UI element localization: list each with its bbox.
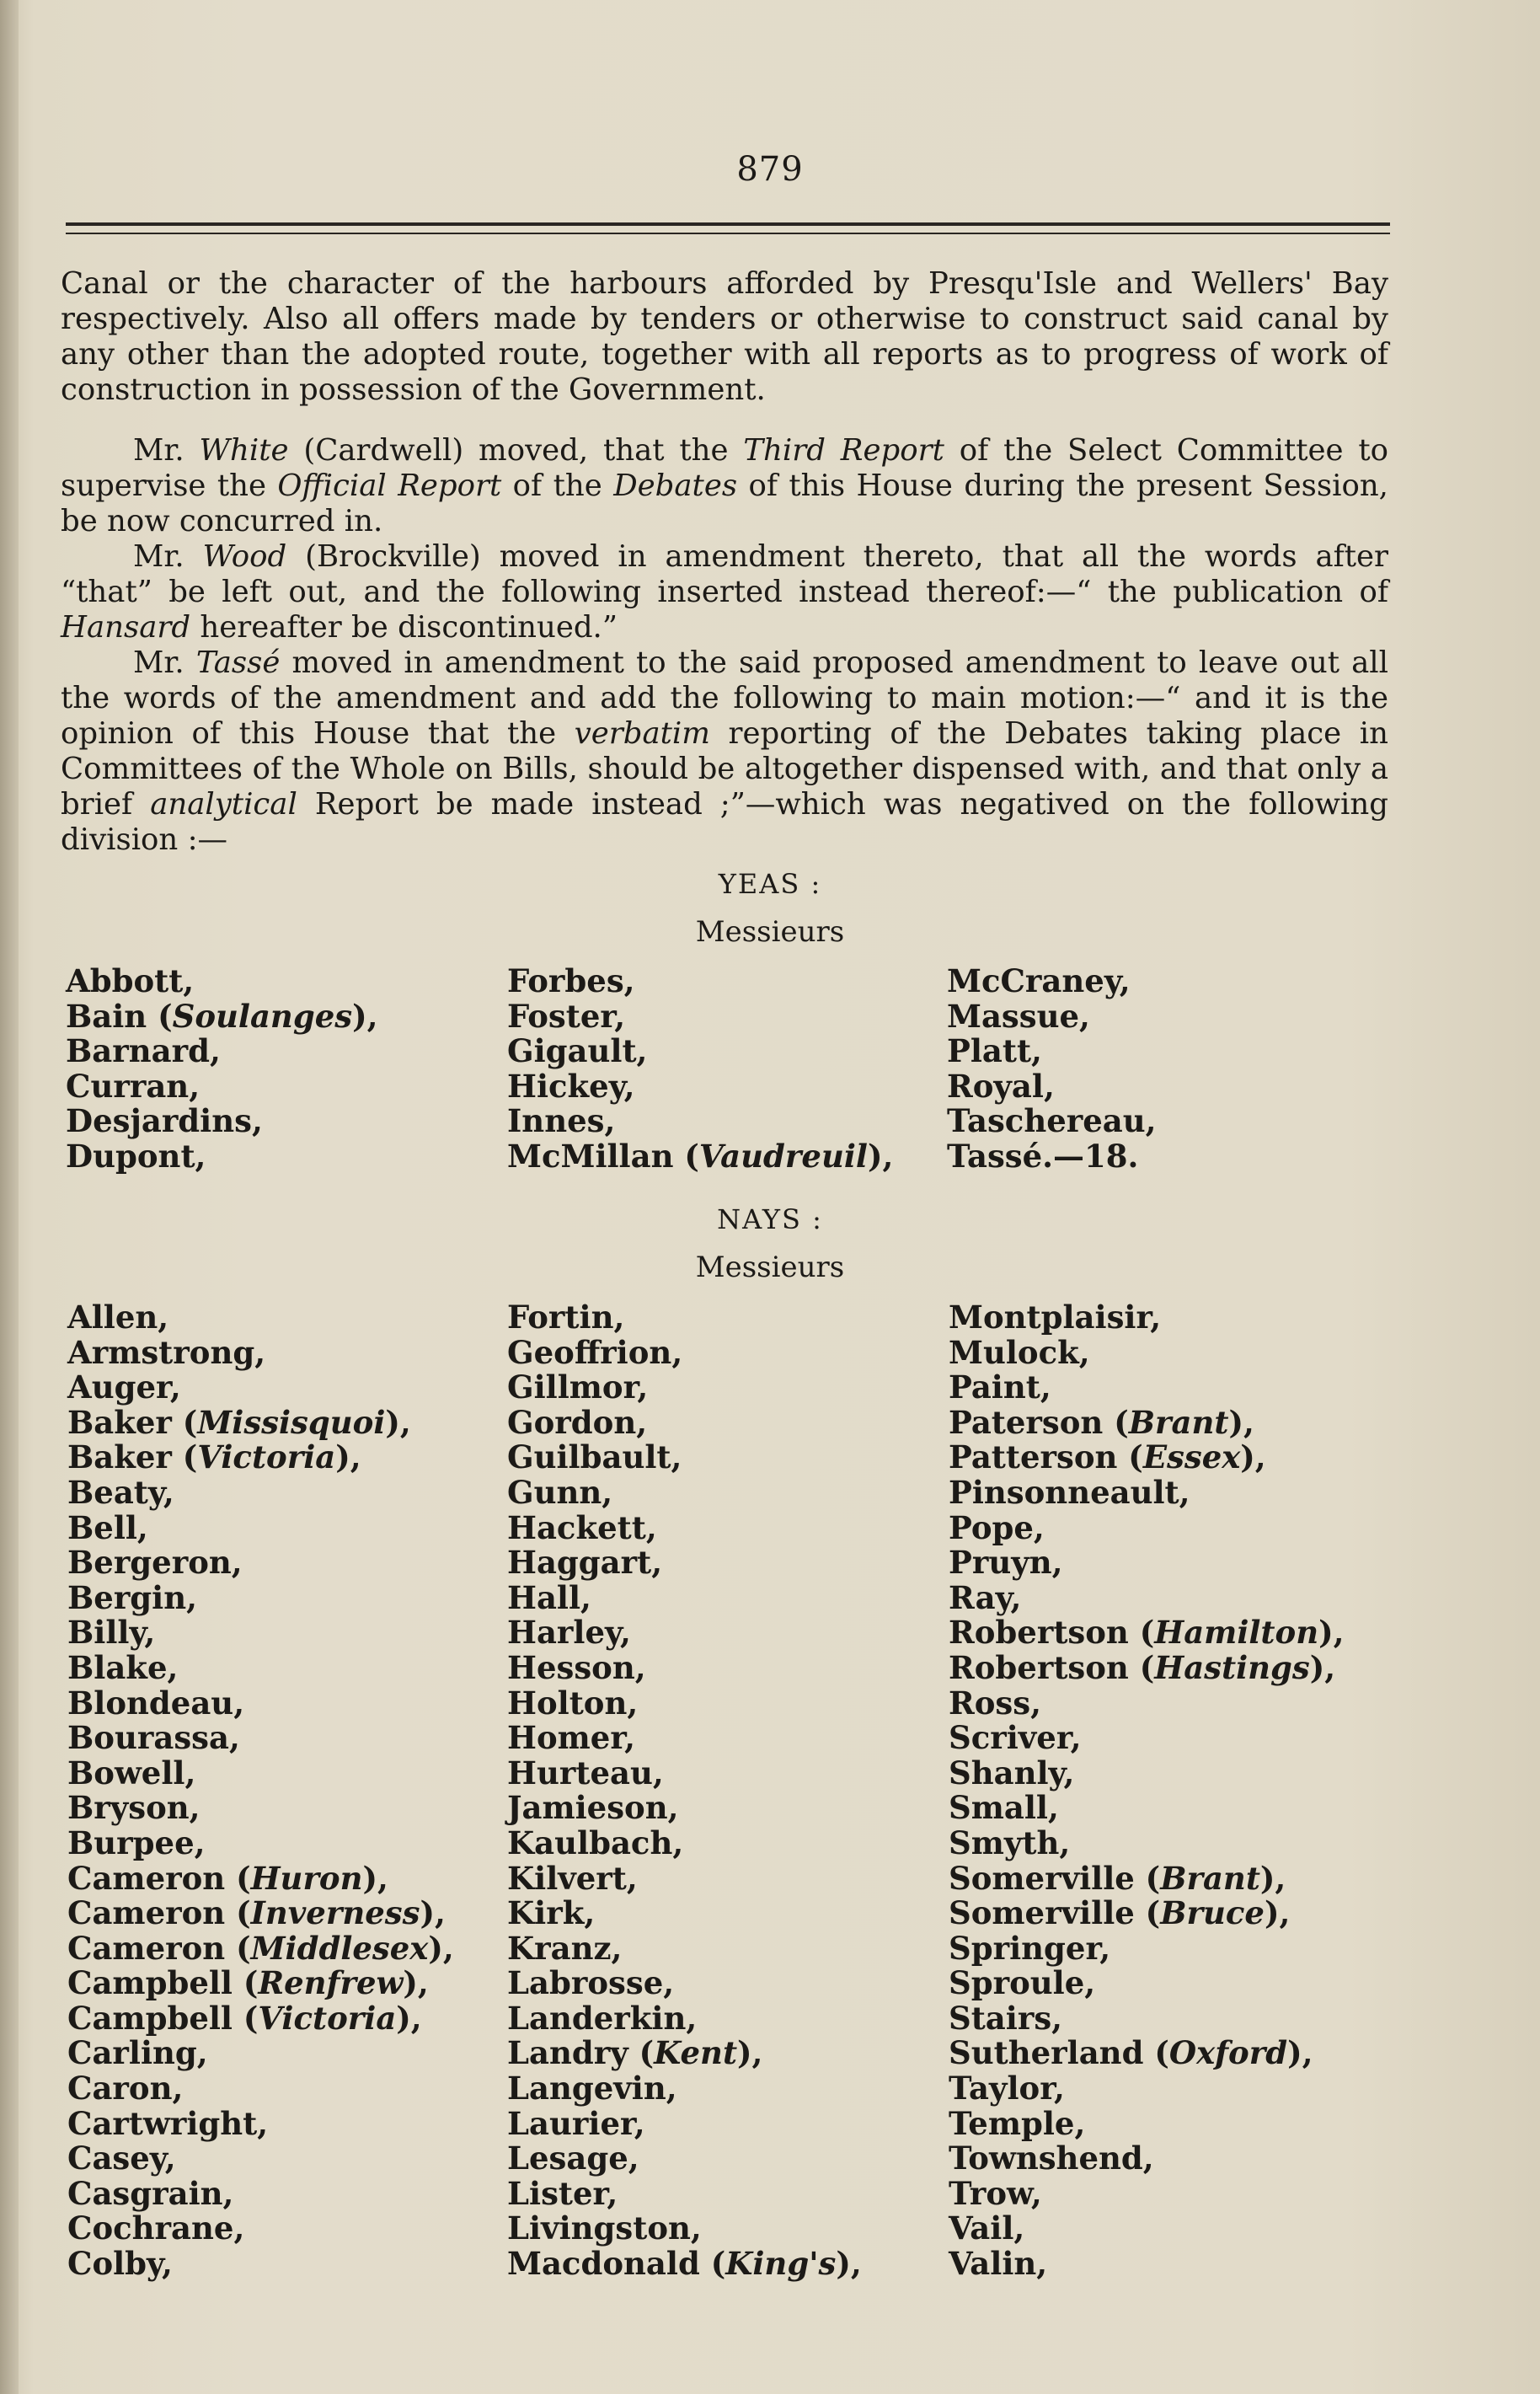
member-name: Mulock, (949, 1333, 1090, 1371)
member-name: Hickey, (507, 1067, 635, 1105)
member-name: Guilbault, (507, 1438, 682, 1476)
yeas-column-3 (947, 964, 1157, 1175)
member-name: Robertson (Hamilton), (949, 1614, 1345, 1652)
member-name: Hurteau, (507, 1754, 664, 1791)
member-name: Holton, (507, 1684, 639, 1722)
member-name: Tassé.—18. (947, 1137, 1139, 1175)
member-name: Auger, (67, 1368, 181, 1406)
paragraph-wood-amendment: Mr. Wood (Brockville) moved in amendment thereto, that all the words after “that” be left out, and the following inserted instead thereof:—“ the publication of Hansard hereafter be discontinued.” (61, 539, 1389, 645)
member-name: Townshend, (949, 2140, 1154, 2177)
member-name: Allen, (67, 1299, 169, 1336)
member-name: Campbell (Victoria), (67, 1999, 422, 2037)
member-name: Ray, (949, 1578, 1022, 1616)
member-name: Colby, (67, 2245, 173, 2283)
member-name: Desjardins, (66, 1102, 263, 1140)
member-name: Royal, (947, 1067, 1055, 1105)
header-rule-thin (66, 233, 1390, 234)
member-name: Baker (Missisquoi), (67, 1403, 411, 1441)
member-name: Massue, (947, 997, 1090, 1035)
member-name: Geoffrion, (507, 1333, 683, 1371)
nays-heading: NAYS : (717, 1203, 823, 1235)
page-number: 879 (736, 150, 804, 189)
member-name: Lesage, (507, 2140, 639, 2177)
member-name: Beaty, (67, 1473, 174, 1511)
member-name: Kilvert, (507, 1859, 638, 1897)
member-name: Scriver, (949, 1719, 1082, 1757)
member-name: Bryson, (67, 1789, 201, 1827)
member-name: Cameron (Inverness), (67, 1894, 446, 1932)
member-name: Vail, (949, 2209, 1025, 2247)
paragraph-white-motion: Mr. White (Cardwell) moved, that the Third Report of the Select Committee to supervise the Official Report of the Debates of this House during the present Session, be now concurred in. (61, 433, 1388, 538)
member-name: Langevin, (507, 2070, 677, 2107)
member-name: Robertson (Hastings), (949, 1648, 1336, 1686)
member-name: Kirk, (507, 1894, 596, 1932)
paragraph-canal: Canal or the character of the harbours afforded by Presqu'Isle and Wellers' Bay respectively. Also all offers made by tenders or otherwise to construct said canal by any other than the adopted route, together with all reports as to progress of work of construction in possession of the Government. (61, 266, 1388, 407)
member-name: Ross, (949, 1684, 1041, 1722)
member-name: Small, (949, 1789, 1059, 1827)
member-name: Harley, (507, 1614, 631, 1652)
member-name: Gillmor, (507, 1368, 649, 1406)
member-name: Lister, (507, 2174, 618, 2212)
member-name: Dupont, (66, 1137, 206, 1175)
paragraph-tasse-amendment: Mr. Tassé moved in amendment to the said proposed amendment to leave out all the words of the amendment and add the following to main motion:—“ and it is the opinion of this House that the verbatim reporting of the Debates taking place in Committees of the Whole on Bills, should be altogether dispensed with, and that only a brief analytical Report be made instead ;”—which was negatived on the following division :— (61, 645, 1388, 857)
member-name: Paint, (949, 1368, 1051, 1406)
member-name: Hall, (507, 1578, 591, 1616)
member-name: Innes, (507, 1102, 616, 1140)
member-name: Macdonald (King's), (507, 2245, 862, 2283)
member-name: Carling, (67, 2034, 208, 2072)
yeas-heading: YEAS : (718, 868, 822, 900)
member-name: Sproule, (949, 1964, 1096, 2002)
member-name: Patterson (Essex), (949, 1438, 1266, 1476)
member-name: Abbott, (66, 962, 195, 999)
member-name: Cochrane, (67, 2209, 245, 2247)
member-name: Somerville (Bruce), (949, 1894, 1291, 1932)
member-name: Bain (Soulanges), (66, 997, 378, 1035)
member-name: Campbell (Renfrew), (67, 1964, 429, 2002)
member-name: Barnard, (66, 1032, 221, 1070)
member-name: Gordon, (507, 1403, 648, 1441)
member-name: Stairs, (949, 1999, 1063, 2037)
member-name: Somerville (Brant), (949, 1859, 1286, 1897)
member-name: Platt, (947, 1032, 1042, 1070)
member-name: Gunn, (507, 1473, 613, 1511)
member-name: Landry (Kent), (507, 2034, 763, 2072)
member-name: Bowell, (67, 1754, 196, 1791)
member-name: Hesson, (507, 1648, 646, 1686)
member-name: Kaulbach, (507, 1824, 684, 1861)
yeas-column-1 (66, 964, 377, 1175)
yeas-subheading: Messieurs (695, 915, 845, 949)
member-name: Bergeron, (67, 1544, 243, 1582)
member-name: Fortin, (507, 1299, 625, 1336)
nays-column-3 (949, 1300, 1345, 2282)
member-name: Jamieson, (507, 1789, 679, 1827)
member-name: Laurier, (507, 2104, 645, 2142)
nays-column-1 (67, 1300, 454, 2282)
member-name: Bell, (67, 1508, 148, 1546)
member-name: McMillan (Vaudreuil), (507, 1137, 894, 1175)
member-name: Temple, (949, 2104, 1086, 2142)
member-name: Blake, (67, 1648, 179, 1686)
yeas-column-2 (507, 964, 893, 1175)
member-name: Paterson (Brant), (949, 1403, 1254, 1441)
member-name: Pinsonneault, (949, 1473, 1190, 1511)
member-name: Taylor, (949, 2070, 1065, 2107)
member-name: Cameron (Huron), (67, 1859, 388, 1897)
member-name: Sutherland (Oxford), (949, 2034, 1313, 2072)
member-name: Burpee, (67, 1824, 206, 1861)
member-name: Homer, (507, 1719, 636, 1757)
member-name: Pruyn, (949, 1544, 1063, 1582)
member-name: Taschereau, (947, 1102, 1157, 1140)
member-name: Caron, (67, 2070, 184, 2107)
member-name: Valin, (949, 2245, 1048, 2283)
member-name: Springer, (949, 1929, 1111, 1967)
member-name: Cartwright, (67, 2104, 269, 2142)
member-name: Armstrong, (67, 1333, 266, 1371)
member-name: Blondeau, (67, 1684, 245, 1722)
member-name: Cameron (Middlesex), (67, 1929, 454, 1967)
member-name: Curran, (66, 1067, 201, 1105)
page-gutter (0, 0, 19, 2394)
member-name: McCraney, (947, 962, 1131, 999)
member-name: Billy, (67, 1614, 156, 1652)
nays-subheading: Messieurs (695, 1251, 845, 1284)
member-name: Pope, (949, 1508, 1045, 1546)
nays-column-2 (507, 1300, 862, 2282)
member-name: Shanly, (949, 1754, 1075, 1791)
member-name: Foster, (507, 997, 626, 1035)
member-name: Gigault, (507, 1032, 648, 1070)
member-name: Casey, (67, 2140, 176, 2177)
member-name: Hackett, (507, 1508, 657, 1546)
member-name: Bergin, (67, 1578, 198, 1616)
member-name: Casgrain, (67, 2174, 234, 2212)
member-name: Labrosse, (507, 1964, 675, 2002)
member-name: Haggart, (507, 1544, 663, 1582)
header-rule-thick (66, 222, 1390, 226)
member-name: Montplaisir, (949, 1299, 1162, 1336)
member-name: Landerkin, (507, 1999, 698, 2037)
member-name: Livingston, (507, 2209, 702, 2247)
member-name: Forbes, (507, 962, 635, 999)
member-name: Smyth, (949, 1824, 1071, 1861)
member-name: Baker (Victoria), (67, 1438, 361, 1476)
member-name: Bourassa, (67, 1719, 240, 1757)
member-name: Kranz, (507, 1929, 623, 1967)
member-name: Trow, (949, 2174, 1042, 2212)
